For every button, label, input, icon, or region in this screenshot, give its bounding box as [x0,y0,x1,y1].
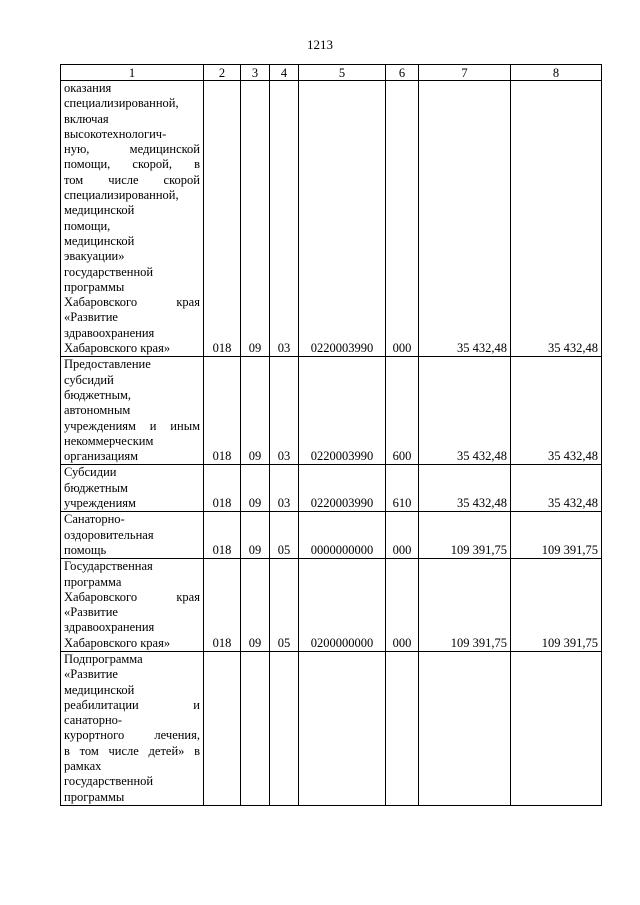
item-name-cell [61,651,204,805]
amount-cell: 109 391,75 [419,559,511,652]
item-name-line: медицинской [64,233,135,248]
section-code-cell: 09 [241,512,270,559]
item-name-cell [61,512,204,559]
target-code-cell: 0220003990 [299,357,386,465]
item-name-line: Предоставление [64,357,151,372]
section-code-cell: 09 [241,357,270,465]
page-number: 1213 [307,37,333,52]
column-header: 4 [270,65,299,81]
item-name-line: программы [64,789,125,804]
item-name-line: высокотехнологич- [64,126,167,141]
item-name-line: здравоохранения [64,325,155,340]
ministry-code-cell: 018 [204,81,241,357]
item-name-cell [61,559,204,652]
amount-cell: 35 432,48 [511,81,602,357]
section-code-cell: 09 [241,559,270,652]
item-name-line: Субсидии [64,465,117,480]
item-name-line: помощи, скорой, в [64,157,200,172]
item-name-line: специализированной, [64,188,179,203]
expense-type-cell: 000 [386,512,419,559]
item-name-line: бюджетным, [64,387,132,402]
item-name-line: Хабаровского края [64,295,200,310]
ministry-code-cell [204,651,241,805]
section-code-cell [241,651,270,805]
section-code-cell: 09 [241,465,270,512]
amount-cell: 35 432,48 [419,81,511,357]
ministry-code-cell: 018 [204,357,241,465]
item-name-line: программа [64,574,122,589]
section-code-cell: 09 [241,81,270,357]
item-name-line: Хабаровского края» [64,341,171,356]
amount-cell: 35 432,48 [511,357,602,465]
item-name-line: помощи, [64,218,111,233]
ministry-code-cell: 018 [204,465,241,512]
item-name-line: оздоровительная [64,527,154,542]
subsection-code-cell [270,651,299,805]
column-header: 8 [511,65,602,81]
subsection-code-cell: 03 [270,357,299,465]
item-name-line: бюджетным [64,480,128,495]
item-name-line: организациям [64,449,139,464]
target-code-cell: 0220003990 [299,81,386,357]
subsection-code-cell: 03 [270,81,299,357]
column-header: 2 [204,65,241,81]
expense-type-cell: 000 [386,559,419,652]
item-name-line: курортного лечения, [64,728,200,743]
table-body [61,81,602,806]
subsection-code-cell: 05 [270,512,299,559]
item-name-line: санаторно- [64,713,123,728]
amount-cell: 35 432,48 [419,357,511,465]
item-name-line: учреждениям и иным [64,418,200,433]
subsection-code-cell: 03 [270,465,299,512]
item-name-line: Подпрограмма [64,651,143,666]
table-row [61,651,602,805]
item-name-line: Санаторно- [64,512,125,527]
ministry-code-cell: 018 [204,512,241,559]
item-name-line: реабилитации и [64,697,200,712]
column-header: 3 [241,65,270,81]
item-name-line: здравоохранения [64,620,155,635]
item-name-line: автономным [64,403,131,418]
column-header: 6 [386,65,419,81]
amount-cell [511,651,602,805]
item-name-line: некоммерческим [64,433,154,448]
item-name-cell [61,357,204,465]
item-name-line: специализированной, [64,96,179,111]
item-name-line: медицинской [64,203,135,218]
expense-type-cell: 610 [386,465,419,512]
item-name-line: учреждениям [64,496,136,511]
item-name-cell [61,81,204,357]
item-name-line: включая [64,111,109,126]
expense-type-cell [386,651,419,805]
expense-type-cell: 600 [386,357,419,465]
item-name-line: оказания [64,81,112,95]
item-name-line: программы [64,279,125,294]
amount-cell [419,651,511,805]
item-name-line: субсидий [64,372,114,387]
item-name-line: медицинской [64,682,135,697]
item-name-cell [61,465,204,512]
item-name-line: Хабаровского края» [64,635,171,650]
item-name-line: государственной [64,774,154,789]
item-name-line: «Развитие [64,605,118,620]
item-name-line: рамках [64,759,102,774]
amount-cell: 109 391,75 [511,559,602,652]
target-code-cell: 0200000000 [299,559,386,652]
table-row [61,357,602,465]
table-row [61,465,602,512]
header-row [61,65,602,81]
table-row [61,512,602,559]
target-code-cell [299,651,386,805]
expense-type-cell: 000 [386,81,419,357]
item-name-line: в том числе детей» в [64,743,200,758]
amount-cell: 109 391,75 [511,512,602,559]
amount-cell: 35 432,48 [511,465,602,512]
table-row [61,81,602,357]
item-name-line: том числе скорой [64,172,200,187]
table-row [61,559,602,652]
item-name-line: «Развитие [64,667,118,682]
amount-cell: 109 391,75 [419,512,511,559]
target-code-cell: 0000000000 [299,512,386,559]
ministry-code-cell: 018 [204,559,241,652]
column-header: 7 [419,65,511,81]
subsection-code-cell: 05 [270,559,299,652]
item-name-line: помощь [64,542,107,557]
item-name-line: Государственная [64,559,153,574]
amount-cell: 35 432,48 [419,465,511,512]
item-name-line: Хабаровского края [64,589,200,604]
column-header: 1 [61,65,204,81]
item-name-line: «Развитие [64,310,118,325]
budget-table [60,64,602,806]
column-header: 5 [299,65,386,81]
item-name-line: эвакуации» [64,249,125,264]
item-name-line: государственной [64,264,154,279]
item-name-line: ную, медицинской [64,142,200,157]
target-code-cell: 0220003990 [299,465,386,512]
